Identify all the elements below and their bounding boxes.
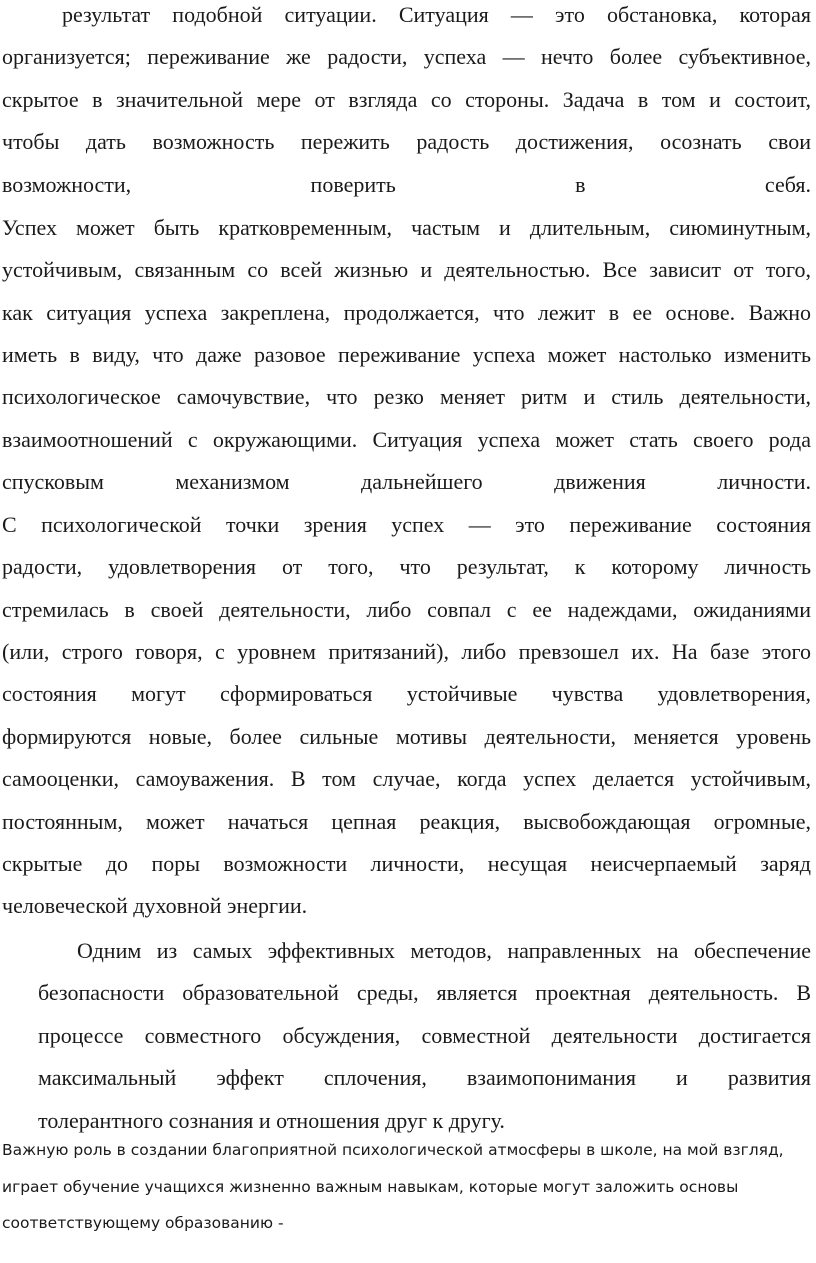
text-line: устойчивым, связанным со всей жизнью и деятельностью. Все зависит от того, <box>2 257 811 282</box>
text-line: организуется; переживание же радости, успеха — нечто более субъективное, <box>2 44 811 69</box>
text-line: радости, удовлетворения от того, что результат, к которому личность <box>2 554 811 579</box>
text-line: спусковым механизмом дальнейшего движения личности. <box>2 469 811 494</box>
text-line: соответствующему образованию - <box>2 1214 284 1232</box>
text-line: как ситуация успеха закреплена, продолжается, что лежит в ее основе. Важно <box>2 300 811 325</box>
text-line: иметь в виду, что даже разовое переживание успеха может настолько изменить <box>2 342 811 367</box>
text-line: безопасности образовательной среды, является проектная деятельность. В <box>38 980 811 1005</box>
text-line: психологическое самочувствие, что резко меняет ритм и стиль деятельности, <box>2 384 811 409</box>
text-line: максимальный эффект сплочения, взаимопонимания и развития <box>38 1065 811 1090</box>
text-line: возможности, поверить в себя. <box>2 172 811 197</box>
text-line: скрытые до поры возможности личности, несущая неисчерпаемый заряд <box>2 851 811 876</box>
text-line: постоянным, может начаться цепная реакция, высвобождающая огромные, <box>2 809 811 834</box>
text-line: С психологической точки зрения успех — это переживание состояния <box>2 512 811 537</box>
text-line: (или, строго говоря, с уровнем притязаний), либо превзошел их. На базе этого <box>2 639 811 664</box>
text-line: состояния могут сформироваться устойчивые чувства удовлетворения, <box>2 681 811 706</box>
text-line: играет обучение учащихся жизненно важным навыкам, которые могут заложить основы <box>2 1178 739 1196</box>
text-line: чтобы дать возможность пережить радость достижения, осознать свои <box>2 129 811 154</box>
text-line: скрытое в значительной мере от взгляда со стороны. Задача в том и состоит, <box>2 87 811 112</box>
text-line: Одним из самых эффективных методов, направленных на обеспечение <box>77 938 811 963</box>
text-line: Успех может быть кратковременным, частым и длительным, сиюминутным, <box>2 215 811 240</box>
text-line: результат подобной ситуации. Ситуация — это обстановка, которая <box>62 2 811 27</box>
text-line: взаимоотношений с окружающими. Ситуация успеха может стать своего рода <box>2 427 811 452</box>
text-line: самооценки, самоуважения. В том случае, когда успех делается устойчивым, <box>2 766 811 791</box>
text-line: процессе совместного обсуждения, совместной деятельности достигается <box>38 1023 811 1048</box>
text-line: толерантного сознания и отношения друг к другу. <box>38 1108 505 1133</box>
text-line: стремилась в своей деятельности, либо совпал с ее надеждами, ожиданиями <box>2 597 811 622</box>
text-line: формируются новые, более сильные мотивы деятельности, меняется уровень <box>2 724 811 749</box>
text-line: Важную роль в создании благоприятной психологической атмосферы в школе, на мой взгляд, <box>2 1141 784 1159</box>
text-line: человеческой духовной энергии. <box>2 893 308 918</box>
